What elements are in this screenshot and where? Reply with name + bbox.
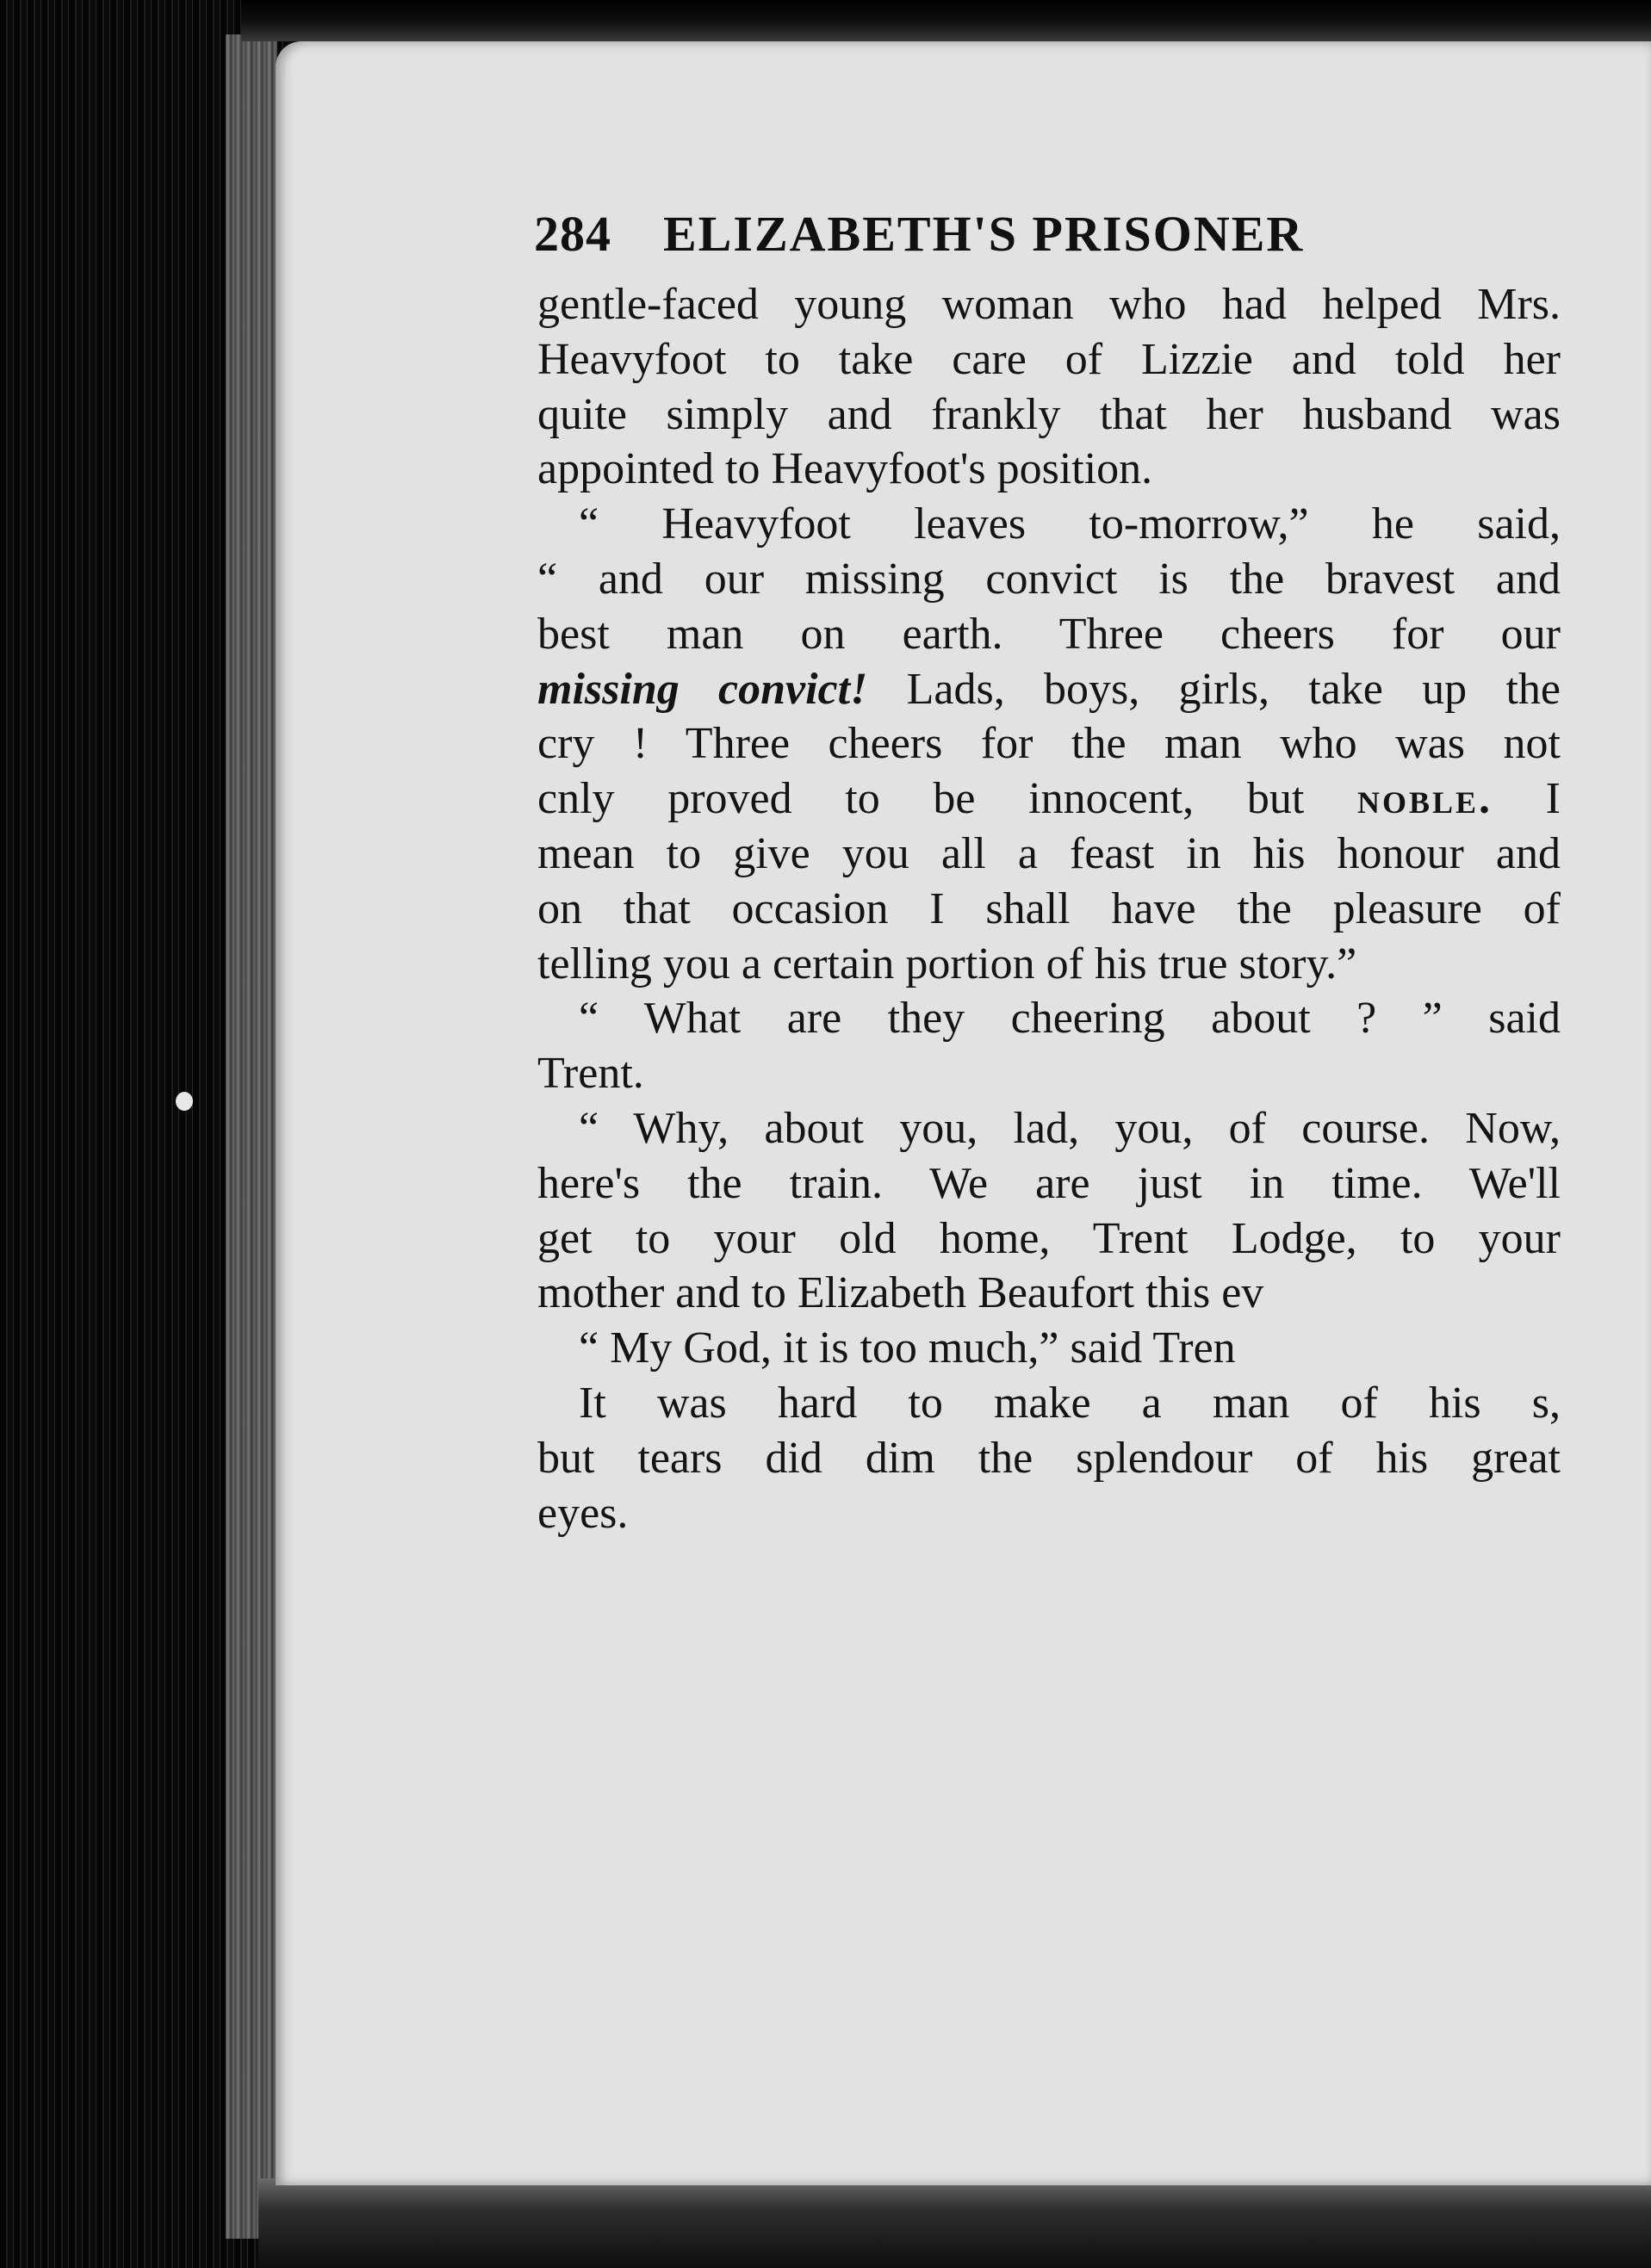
text-line: best man on earth. Three cheers for our xyxy=(537,609,1561,659)
bottom-page-edges xyxy=(258,2178,1651,2268)
text-line xyxy=(537,662,1561,717)
text-line: on that occasion I shall have the pleasure of xyxy=(537,883,1561,933)
text-segment: , xyxy=(1549,1378,1561,1428)
italic-phrase: missing convict! xyxy=(537,664,868,714)
page-edges xyxy=(226,34,277,2239)
text-line: “ My God, it is too much,” said Tren xyxy=(579,1323,1236,1373)
page-number: 284 xyxy=(534,206,611,262)
text-line: Heavyfoot to take care of Lizzie and told her xyxy=(537,334,1561,384)
text-line: but tears did dim the splendour of his great xyxy=(537,1433,1561,1483)
text-line: eyes. xyxy=(537,1488,629,1538)
body-text xyxy=(537,277,1561,1540)
text-line: mean to give you all a feast in his honour and xyxy=(537,828,1561,878)
text-line: “ What are they cheering about ? ” said xyxy=(579,994,1561,1044)
text-line xyxy=(537,771,1561,827)
text-segment: Lads, boys, girls, take up the xyxy=(867,664,1561,714)
binding-speck xyxy=(176,1092,193,1111)
text-segment: It was hard to make a man of his s xyxy=(579,1378,1549,1428)
text-line: “ and our missing convict is the bravest and xyxy=(537,554,1561,604)
text-line: cry ! Three cheers for the man who was not xyxy=(537,719,1561,769)
text-line: quite simply and frankly that her husband was xyxy=(537,389,1561,439)
text-line: “ Why, about you, lad, you, of course. Now, xyxy=(579,1103,1561,1153)
text-line: Trent. xyxy=(537,1049,644,1099)
page-header xyxy=(534,205,1395,265)
text-line: appointed to Heavyfoot's position. xyxy=(537,444,1153,494)
running-title: ELIZABETH'S PRISONER xyxy=(663,206,1305,262)
text-segment: I xyxy=(1493,774,1561,824)
text-line: mother and to Elizabeth Beaufort this ev xyxy=(537,1268,1264,1318)
text-line: “ Heavyfoot leaves to-morrow,” he said, xyxy=(579,499,1561,549)
text-line: telling you a certain portion of his true story.” xyxy=(537,939,1357,988)
text-line: get to your old home, Trent Lodge, to your xyxy=(537,1213,1561,1263)
small-caps-word: noble. xyxy=(1356,774,1493,824)
text-line xyxy=(537,1376,1561,1431)
text-line: gentle-faced young woman who had helped Mrs. xyxy=(537,280,1561,329)
top-shadow xyxy=(241,0,1651,41)
text-line: here's the train. We are just in time. We'll xyxy=(537,1158,1561,1208)
text-segment: cnly proved to be innocent, but xyxy=(537,774,1357,824)
